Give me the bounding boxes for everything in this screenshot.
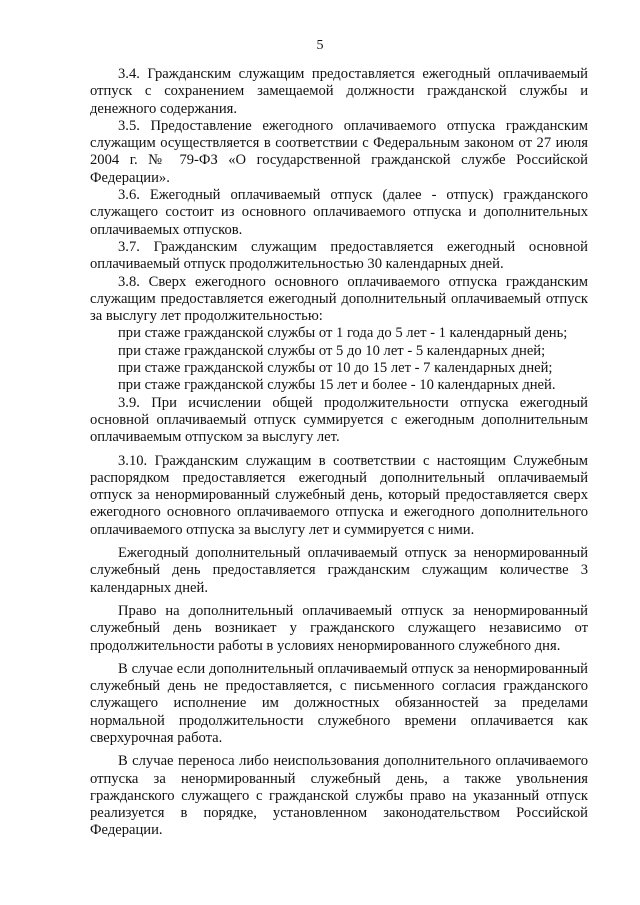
page-number: 5: [316, 38, 324, 53]
paragraph-3-8: 3.8. Сверх ежегодного основного оплачиваемого отпуска гражданским служащим предоставляется ежегодный дополнительный оплачиваемый отпуск за выслугу лет продолжительностью:: [90, 273, 588, 325]
paragraph-duration: Ежегодный дополнительный оплачиваемый отпуск за ненормированный служебный день предоставляется гражданским служащим количестве 3 календарных дней.: [90, 545, 588, 596]
list-item: при стаже гражданской службы от 5 до 10 лет - 5 календарных дней;: [118, 342, 546, 359]
document-body: [90, 66, 588, 840]
paragraph-3-9: 3.9. При исчислении общей продолжительности отпуска ежегодный основной оплачиваемый отпуск суммируется с ежегодным дополнительным оплачиваемым отпуском за выслугу лет.: [90, 394, 588, 446]
paragraph-3-7: 3.7. Гражданским служащим предоставляется ежегодный основной оплачиваемый отпуск продолжительностью 30 календарных дней.: [90, 238, 588, 273]
paragraph-3-10: 3.10. Гражданским служащим в соответствии с настоящим Служебным распорядком предоставляется ежегодный дополнительный оплачиваемый отпуск за ненормированный служебный день, который предоставляется сверх ежегодного основного оплачиваемого отпуска и ежегодного дополнительного оплачиваемого отпуска за выслугу лет и суммируется с ними.: [90, 452, 588, 538]
paragraph-right: Право на дополнительный оплачиваемый отпуск за ненормированный служебный день возникает у гражданского служащего независимо от продолжительности работы в условиях ненормированного служебного дня.: [90, 602, 588, 654]
paragraph-3-5: 3.5. Предоставление ежегодного оплачиваемого отпуска гражданским служащим осуществляется в соответствии с Федеральным законом от 27 июля 2004 г. № 79-ФЗ «О государственной гражданской службе Российской Федерации».: [90, 117, 588, 186]
paragraph-case-postponed: В случае переноса либо неиспользования дополнительного оплачиваемого отпуска за ненормированный служебный день, а также увольнения гражданского служащего с гражданской службы право на указанный отпуск реализуется в порядке, установленном законодательством Российской Федерации.: [90, 753, 588, 839]
paragraph-3-4: 3.4. Гражданским служащим предоставляется ежегодный оплачиваемый отпуск с сохранением замещаемой должности гражданской службы и денежного содержания.: [90, 66, 588, 117]
list-item: при стаже гражданской службы 15 лет и более - 10 календарных дней.: [118, 377, 556, 394]
paragraph-case-not-granted: В случае если дополнительный оплачиваемый отпуск за ненормированный служебный день не предоставляется, с письменного согласия гражданского служащего исполнение им должностных обязанностей за пределами нормальной продолжительности служебного времени оплачивается как сверхурочная работа.: [90, 660, 588, 746]
list-item: при стаже гражданской службы от 10 до 15 лет - 7 календарных дней;: [118, 360, 553, 377]
paragraph-3-6: 3.6. Ежегодный оплачиваемый отпуск (далее - отпуск) гражданского служащего состоит из основного оплачиваемого отпуска и дополнительных оплачиваемых отпусков.: [90, 187, 588, 238]
list-item: при стаже гражданской службы от 1 года до 5 лет - 1 календарный день;: [118, 325, 568, 342]
